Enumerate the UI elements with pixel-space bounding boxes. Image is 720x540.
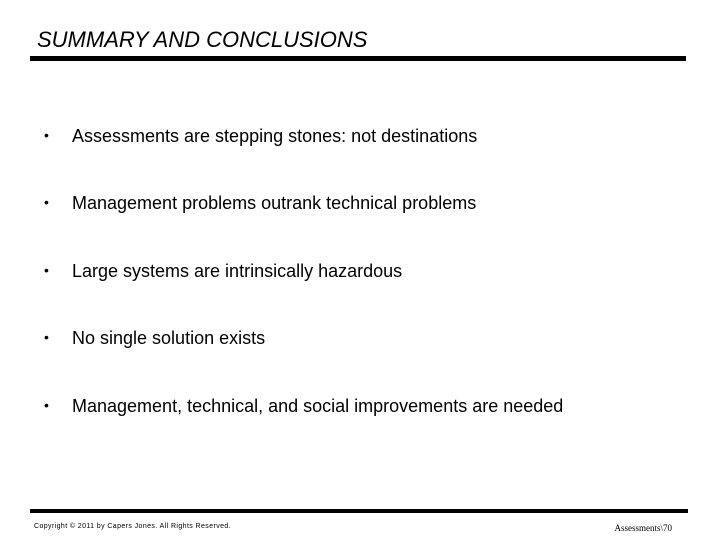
bullet-text: Management, technical, and social improvements are needed bbox=[72, 396, 564, 416]
bullet-marker: • bbox=[44, 397, 49, 413]
bullet-item bbox=[44, 326, 265, 349]
bullet-item bbox=[44, 124, 477, 147]
bullet-marker: • bbox=[44, 329, 49, 345]
footer-page-label: Assessments\70 bbox=[614, 523, 672, 533]
slide-title: SUMMARY AND CONCLUSIONS bbox=[37, 27, 368, 52]
bullet-item bbox=[44, 191, 476, 214]
bullet-marker: • bbox=[44, 194, 49, 210]
bullet-item bbox=[44, 394, 563, 417]
bullet-text: No single solution exists bbox=[72, 328, 266, 348]
footer-rule bbox=[30, 509, 688, 513]
bullet-marker: • bbox=[44, 262, 49, 278]
bullet-item bbox=[44, 259, 402, 282]
bullet-text: Assessments are stepping stones: not destinations bbox=[72, 126, 478, 146]
bullet-text: Large systems are intrinsically hazardous bbox=[72, 261, 403, 281]
title-underline-rule bbox=[30, 56, 686, 61]
footer-copyright: Copyright © 2011 by Capers Jones. All Rights Reserved. bbox=[34, 523, 232, 530]
bullet-marker: • bbox=[44, 127, 49, 143]
bullet-text: Management problems outrank technical problems bbox=[72, 193, 477, 213]
